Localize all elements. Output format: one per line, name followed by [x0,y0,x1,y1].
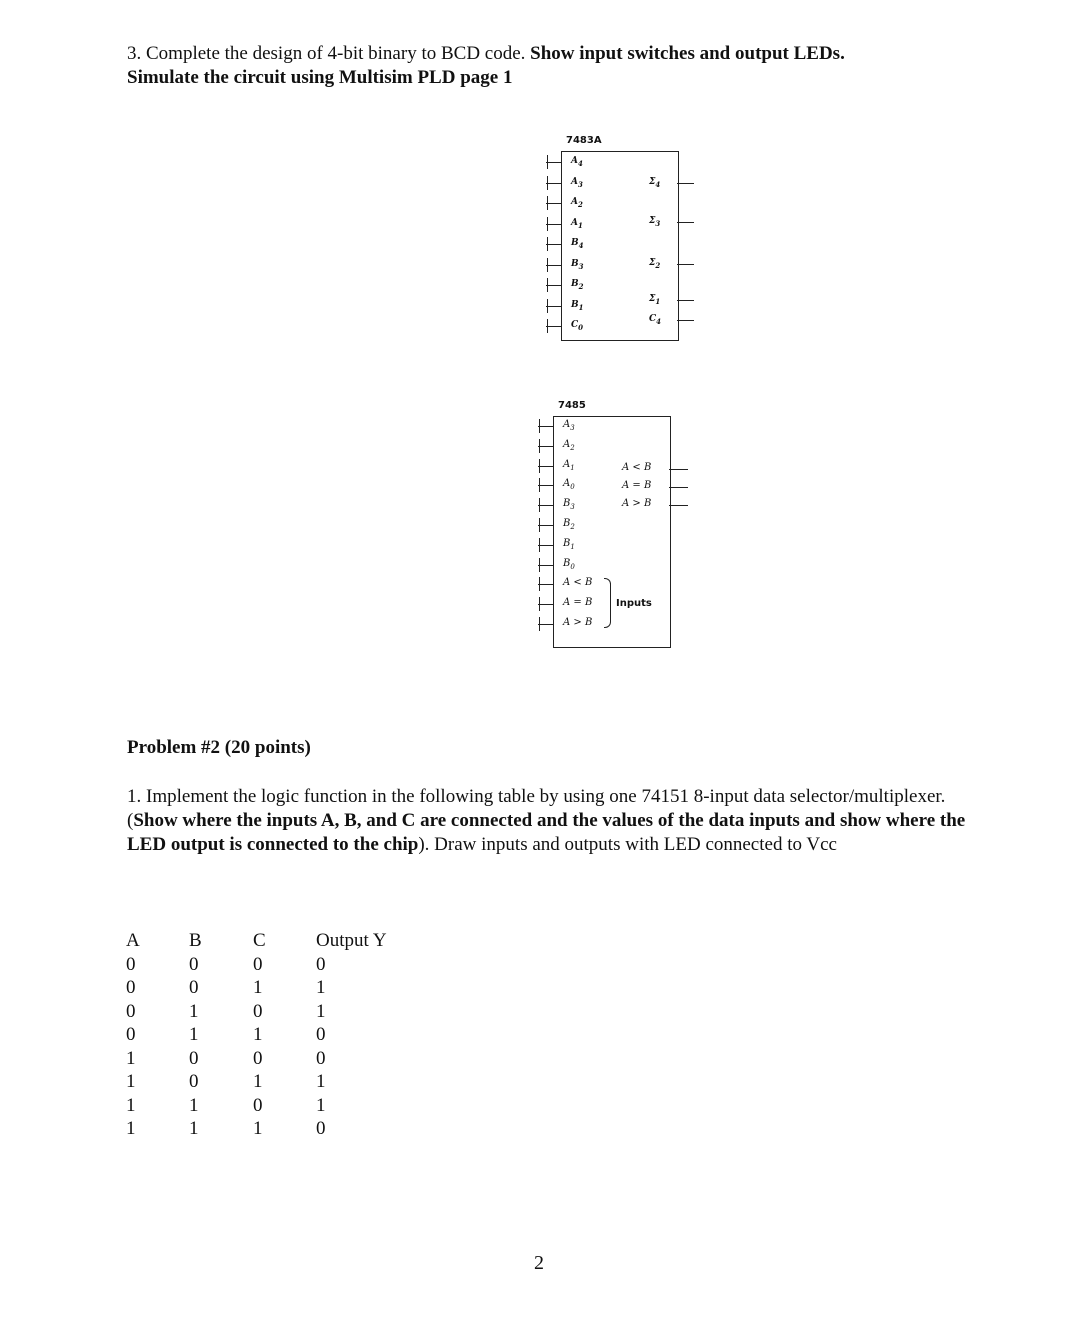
header-c: C [253,930,266,951]
pin-label: $A_0$ [563,478,575,492]
table-cell: 1 [316,1094,326,1116]
pin-label: $\Sigma_4$ [649,177,661,189]
header-output-y: Output Y [316,930,387,951]
table-cell: 1 [316,1071,326,1092]
pin-tick [547,155,548,169]
problem3-bold-1: Show input switches and output LEDs. [530,43,845,64]
table-row [126,1095,387,1119]
table-cell: 0 [316,1024,326,1045]
page-number: 2 [534,1252,544,1274]
pin-label: $\Sigma_3$ [649,216,661,228]
table-cell: 1 [316,977,326,998]
pin-label: $B_0$ [563,557,575,571]
table-cell: 1 [126,1071,136,1092]
pin-lead [677,222,694,223]
pin-tick [678,293,679,307]
pin-tick [670,480,671,494]
table-cell: 0 [189,1047,199,1069]
table-cell: 0 [316,953,326,975]
pin-lead [546,265,561,266]
table-cell: 0 [189,977,199,998]
table-row [126,1071,387,1095]
table-cell: 0 [126,1000,136,1022]
pin-label: $B_1$ [571,299,584,312]
problem3-text [127,42,987,90]
table-cell: 1 [189,1000,199,1022]
pin-tick [539,419,540,433]
problem2-text-c: ). Draw inputs and outputs with LED connected to Vcc [418,834,837,855]
pin-label: $B_2$ [571,279,584,291]
pin-label: $C_0$ [571,320,584,332]
pin-lead [677,183,694,184]
cascade-inputs-brace [604,578,611,628]
pin-label: $A_1$ [571,217,583,230]
pin-tick [539,518,540,532]
table-cell: 0 [253,1047,263,1069]
pin-label: $A_2$ [563,438,575,452]
pin-lead [546,285,561,286]
table-cell: 0 [189,1071,199,1092]
pin-label: $C_4$ [649,314,662,326]
pin-tick [539,538,540,552]
table-cell: 1 [189,1118,199,1139]
pin-label: $B_4$ [571,238,584,250]
pin-label: A = B [622,480,652,491]
pin-label: A = B [563,597,593,609]
pin-label: $A_2$ [571,197,583,209]
pin-tick [547,217,548,231]
pin-label: A < B [563,577,593,589]
table-row [126,1024,387,1048]
pin-tick [678,176,679,190]
pin-lead [546,244,561,245]
pin-lead [546,326,561,327]
pin-label: A > B [563,617,593,628]
pin-lead [538,485,553,486]
pin-label: $A_1$ [563,458,575,472]
pin-lead [538,466,553,467]
pin-lead [669,469,688,470]
pin-lead [677,320,694,321]
table-cell: 1 [189,1094,199,1116]
pin-tick [547,196,548,210]
pin-lead [538,426,553,427]
problem3-prefix: 3. Complete the design of 4-bit binary to BCD code. [127,43,531,64]
table-cell: 0 [316,1047,326,1069]
pin-lead [546,224,561,225]
pin-tick [670,498,671,512]
table-cell: 0 [253,1000,263,1022]
table-row [126,1048,387,1072]
pin-lead [538,565,553,566]
pin-tick [539,459,540,473]
pin-label: $A_3$ [563,419,575,432]
cascade-inputs-label: Inputs [616,598,652,609]
pin-tick [547,258,548,272]
table-cell: 0 [126,1024,136,1045]
pin-label: A > B [622,498,652,509]
pin-tick [539,439,540,453]
pin-tick [547,319,548,333]
pin-lead [669,505,688,506]
table-row [126,977,387,1001]
pin-lead [538,545,553,546]
table-row [126,954,387,978]
table-cell: 1 [253,1024,263,1045]
chip-7485-label: 7485 [558,400,586,411]
pin-tick [547,237,548,251]
pin-lead [538,584,553,585]
pin-label: A < B [622,462,652,473]
pin-label: $B_3$ [563,498,575,512]
pin-tick [547,176,548,190]
pin-lead [538,604,553,605]
pin-lead [677,300,694,301]
truth-table-header [126,930,387,954]
pin-tick [539,498,540,512]
table-cell: 1 [253,1118,263,1139]
table-row [126,1118,387,1142]
problem2-text-bold: Show where the inputs A, B, and C are connected and the values of the data inputs and show where the LED output is connected to the chip [127,810,966,855]
problem2-heading: Problem #2 (20 points) [127,737,311,758]
pin-tick [670,462,671,476]
pin-label: $A_3$ [571,176,583,189]
header-b: B [189,930,202,951]
table-row [126,1001,387,1025]
table-cell: 1 [253,977,263,998]
table-cell: 0 [316,1118,326,1139]
table-cell: 1 [126,1047,136,1069]
chip-7483a-label: 7483A [566,135,602,146]
pin-tick [539,617,540,631]
table-cell: 1 [126,1118,136,1139]
pin-lead [546,162,561,163]
pin-label: $\Sigma_1$ [649,294,661,306]
problem3-bold-2: Simulate the circuit using Multisim PLD page 1 [127,67,513,88]
pin-lead [538,505,553,506]
pin-lead [538,446,553,447]
pin-label: $A_4$ [571,156,583,168]
table-cell: 1 [189,1024,199,1045]
pin-label: $B_2$ [563,518,575,531]
pin-lead [538,525,553,526]
pin-label: $B_1$ [563,537,575,551]
pin-tick [539,577,540,591]
problem2-text [127,785,972,857]
truth-table [126,930,387,1142]
table-cell: 0 [189,953,199,975]
pin-lead [546,306,561,307]
table-cell: 0 [126,953,136,975]
pin-label: $B_3$ [571,258,584,271]
pin-tick [678,313,679,327]
table-cell: 0 [126,977,136,998]
pin-tick [678,257,679,271]
pin-lead [538,624,553,625]
pin-lead [546,183,561,184]
pin-label: $\Sigma_2$ [649,258,661,270]
table-cell: 1 [253,1071,263,1092]
problem2-text-a: 1. Implement the logic function in the following table by using one 74151 8-input data selector/multiplexer. ( [127,786,946,831]
pin-lead [677,264,694,265]
pin-tick [539,478,540,492]
pin-tick [539,558,540,572]
table-cell: 0 [253,953,263,975]
pin-tick [547,278,548,292]
pin-tick [678,215,679,229]
pin-lead [669,487,688,488]
header-a: A [126,930,140,951]
table-cell: 1 [126,1094,136,1116]
pin-tick [539,597,540,611]
pin-lead [546,203,561,204]
pin-tick [547,299,548,313]
table-cell: 0 [253,1094,263,1116]
table-cell: 1 [316,1000,326,1022]
